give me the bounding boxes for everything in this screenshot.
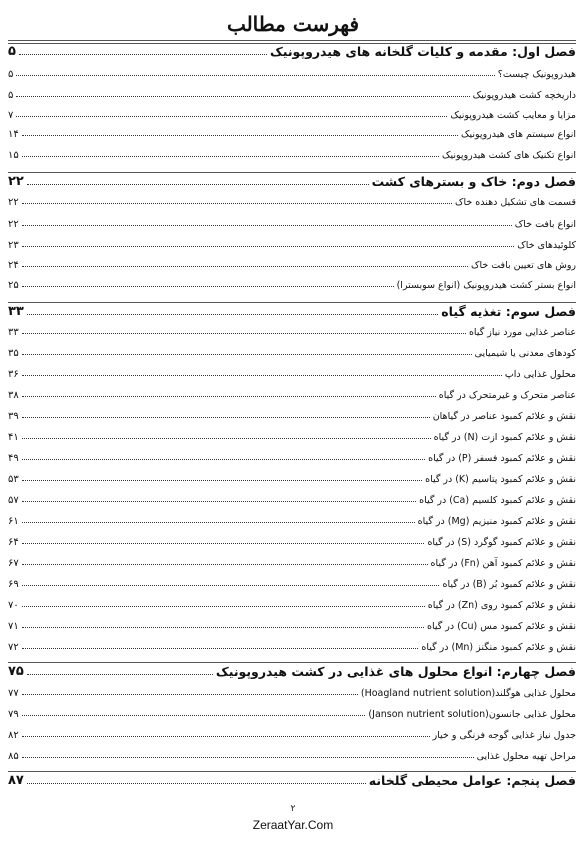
item-label: نقش و علائم کمبود عناصر در گیاهان bbox=[432, 411, 576, 422]
chapter-divider bbox=[8, 771, 576, 772]
toc-chapter[interactable] bbox=[8, 773, 576, 788]
leader-dots bbox=[22, 286, 394, 287]
item-page: ۷۲ bbox=[8, 642, 19, 653]
leader-dots bbox=[22, 522, 415, 523]
toc-item[interactable] bbox=[8, 453, 576, 464]
page-number: ۲ bbox=[290, 804, 296, 814]
item-label: نقش و علائم کمبود آهن (Fn) در گیاه bbox=[430, 558, 576, 569]
leader-dots bbox=[22, 459, 425, 460]
toc-item[interactable] bbox=[8, 621, 576, 632]
leader-dots bbox=[22, 438, 431, 439]
item-label: محلول غذایی هوگلند(Hoagland nutrient solution) bbox=[360, 688, 576, 699]
toc-item[interactable] bbox=[8, 751, 576, 762]
chapter-title: فصل سوم: تغذیه گیاه bbox=[441, 304, 576, 319]
leader-dots bbox=[22, 585, 440, 586]
item-label: نقش و علائم کمبود مس (Cu) در گیاه bbox=[427, 621, 576, 632]
item-page: ۷۷ bbox=[8, 688, 19, 699]
leader-dots bbox=[22, 715, 366, 716]
toc-item[interactable] bbox=[8, 219, 576, 230]
leader-dots bbox=[16, 75, 494, 76]
item-page: ۳۵ bbox=[8, 348, 19, 359]
item-page: ۱۴ bbox=[8, 129, 19, 140]
item-label: نقش و علائم کمبود روی (Zn) در گیاه bbox=[427, 600, 576, 611]
chapter-page: ۷۵ bbox=[8, 664, 24, 679]
chapter-title: فصل دوم: خاک و بسترهای کشت bbox=[371, 174, 576, 189]
item-label: قسمت های تشکیل دهنده خاک bbox=[454, 197, 576, 208]
item-page: ۲۳ bbox=[8, 240, 19, 251]
item-page: ۷۱ bbox=[8, 621, 19, 632]
item-label: عناصر متحرک و غیرمتحرک در گیاه bbox=[438, 390, 576, 401]
item-page: ۵۳ bbox=[8, 474, 19, 485]
toc-item[interactable] bbox=[8, 600, 576, 611]
item-page: ۱۵ bbox=[8, 150, 19, 161]
toc-item[interactable] bbox=[8, 537, 576, 548]
toc-chapter[interactable] bbox=[8, 44, 576, 59]
toc-item[interactable] bbox=[8, 558, 576, 569]
item-label: انواع بستر کشت هیدروپونیک (انواع سوبسترا) bbox=[396, 280, 576, 291]
chapter-title: فصل اول: مقدمه و کلیات گلخانه های هیدروپونیک bbox=[269, 44, 576, 59]
leader-dots bbox=[22, 501, 416, 502]
leader-dots bbox=[19, 54, 267, 55]
toc-item[interactable] bbox=[8, 432, 576, 443]
item-label: نقش و علائم کمبود منگنز (Mn) در گیاه bbox=[421, 642, 576, 653]
leader-dots bbox=[22, 757, 474, 758]
toc-item[interactable] bbox=[8, 474, 576, 485]
chapter-divider bbox=[8, 302, 576, 303]
leader-dots bbox=[22, 225, 512, 226]
title-divider bbox=[8, 40, 576, 41]
toc-item[interactable] bbox=[8, 69, 576, 80]
leader-dots bbox=[22, 135, 458, 136]
leader-dots bbox=[22, 627, 424, 628]
item-page: ۸۲ bbox=[8, 730, 19, 741]
leader-dots bbox=[27, 674, 213, 675]
chapter-title: فصل پنجم: عوامل محیطی گلخانه bbox=[368, 773, 576, 788]
leader-dots bbox=[22, 156, 439, 157]
leader-dots bbox=[16, 116, 447, 117]
item-page: ۴۱ bbox=[8, 432, 19, 443]
item-label: نقش و علائم کمبود پتاسیم (K) در گیاه bbox=[425, 474, 576, 485]
item-page: ۷۰ bbox=[8, 600, 19, 611]
toc-item[interactable] bbox=[8, 579, 576, 590]
item-page: ۸۵ bbox=[8, 751, 19, 762]
item-label: عناصر غذایی مورد نیاز گیاه bbox=[468, 327, 576, 338]
item-page: ۲۵ bbox=[8, 280, 19, 291]
item-page: ۷۹ bbox=[8, 709, 19, 720]
item-page: ۷ bbox=[8, 110, 14, 121]
site-url: ZeraatYar.Com bbox=[252, 818, 334, 832]
item-label: نقش و علائم کمبود گوگرد (S) در گیاه bbox=[427, 537, 576, 548]
toc-item[interactable] bbox=[8, 390, 576, 401]
toc-item[interactable] bbox=[8, 197, 576, 208]
toc-item[interactable] bbox=[8, 90, 576, 101]
leader-dots bbox=[27, 314, 438, 315]
item-page: ۶۹ bbox=[8, 579, 19, 590]
item-label: نقش و علائم کمبود فسفر (P) در گیاه bbox=[428, 453, 576, 464]
toc-chapter[interactable] bbox=[8, 304, 576, 319]
toc-item[interactable] bbox=[8, 369, 576, 380]
toc-item[interactable] bbox=[8, 260, 576, 271]
item-label: نقش و علائم کمبود کلسیم (Ca) در گیاه bbox=[419, 495, 576, 506]
item-page: ۳۶ bbox=[8, 369, 19, 380]
item-label: محلول غذایی جانسون(Janson nutrient solution) bbox=[368, 709, 576, 720]
chapter-divider bbox=[8, 662, 576, 663]
item-label: مزایا و معایب کشت هیدروپونیک bbox=[450, 110, 576, 121]
item-label: داریخچه کشت هیدروپونیک bbox=[472, 90, 576, 101]
toc-item[interactable] bbox=[8, 129, 576, 140]
leader-dots bbox=[22, 246, 515, 247]
leader-dots bbox=[22, 606, 425, 607]
item-page: ۲۲ bbox=[8, 219, 19, 230]
item-page: ۳۹ bbox=[8, 411, 19, 422]
item-label: نقش و علائم کمبود منیزیم (Mg) در گیاه bbox=[417, 516, 576, 527]
item-label: محلول غذایی داپ bbox=[504, 369, 576, 380]
leader-dots bbox=[22, 354, 472, 355]
leader-dots bbox=[22, 543, 425, 544]
chapter-page: ۵ bbox=[8, 44, 16, 59]
leader-dots bbox=[22, 417, 430, 418]
item-label: نقش و علائم کمبود بُر (B) در گیاه bbox=[442, 579, 576, 590]
item-label: انواع بافت خاک bbox=[514, 219, 576, 230]
leader-dots bbox=[22, 480, 422, 481]
toc-item[interactable] bbox=[8, 348, 576, 359]
toc-item[interactable] bbox=[8, 730, 576, 741]
item-label: کودهای معدنی یا شیمیایی bbox=[474, 348, 576, 359]
chapter-page: ۸۷ bbox=[8, 773, 24, 788]
item-page: ۲۲ bbox=[8, 197, 19, 208]
toc-item[interactable] bbox=[8, 709, 576, 720]
item-page: ۶۴ bbox=[8, 537, 19, 548]
item-label: جدول نیاز غذایی گوجه فرنگی و خیار bbox=[432, 730, 576, 741]
toc-item[interactable] bbox=[8, 411, 576, 422]
item-page: ۶۷ bbox=[8, 558, 19, 569]
chapter-page: ۲۲ bbox=[8, 174, 24, 189]
toc-item[interactable] bbox=[8, 150, 576, 161]
toc-item[interactable] bbox=[8, 516, 576, 527]
leader-dots bbox=[22, 564, 428, 565]
toc-item[interactable] bbox=[8, 110, 576, 121]
page-title: فهرست مطالب bbox=[226, 12, 360, 36]
leader-dots bbox=[22, 648, 419, 649]
toc-item[interactable] bbox=[8, 240, 576, 251]
item-page: ۴۹ bbox=[8, 453, 19, 464]
leader-dots bbox=[22, 266, 468, 267]
toc-item[interactable] bbox=[8, 495, 576, 506]
toc-item[interactable] bbox=[8, 327, 576, 338]
item-page: ۶۱ bbox=[8, 516, 19, 527]
leader-dots bbox=[22, 694, 358, 695]
chapter-divider bbox=[8, 172, 576, 173]
toc-chapter[interactable] bbox=[8, 174, 576, 189]
chapter-title: فصل چهارم: انواع محلول های غذایی در کشت هیدروپونیک bbox=[215, 664, 576, 679]
item-label: مراحل تهیه محلول غذایی bbox=[476, 751, 576, 762]
item-label: انواع سیستم های هیدروپونیک bbox=[461, 129, 576, 140]
toc-item[interactable] bbox=[8, 688, 576, 699]
leader-dots bbox=[27, 783, 366, 784]
item-page: ۵ bbox=[8, 69, 14, 80]
item-label: نقش و علائم کمبود ازت (N) در گیاه bbox=[433, 432, 576, 443]
leader-dots bbox=[22, 375, 502, 376]
item-page: ۳۸ bbox=[8, 390, 19, 401]
item-page: ۲۴ bbox=[8, 260, 19, 271]
toc-item[interactable] bbox=[8, 280, 576, 291]
toc-item[interactable] bbox=[8, 642, 576, 653]
item-label: روش های تعیین بافت خاک bbox=[470, 260, 576, 271]
leader-dots bbox=[22, 396, 436, 397]
item-label: کلوئیدهای خاک bbox=[517, 240, 576, 251]
item-page: ۵۷ bbox=[8, 495, 19, 506]
toc-chapter[interactable] bbox=[8, 664, 576, 679]
chapter-page: ۳۳ bbox=[8, 304, 24, 319]
leader-dots bbox=[27, 184, 369, 185]
item-page: ۳۳ bbox=[8, 327, 19, 338]
item-page: ۵ bbox=[8, 90, 14, 101]
item-label: انواع تکنیک های کشت هیدروپونیک bbox=[442, 150, 576, 161]
leader-dots bbox=[22, 203, 452, 204]
item-label: هیدروپونیک چیست؟ bbox=[497, 69, 576, 80]
leader-dots bbox=[22, 736, 430, 737]
leader-dots bbox=[22, 333, 466, 334]
leader-dots bbox=[16, 96, 469, 97]
